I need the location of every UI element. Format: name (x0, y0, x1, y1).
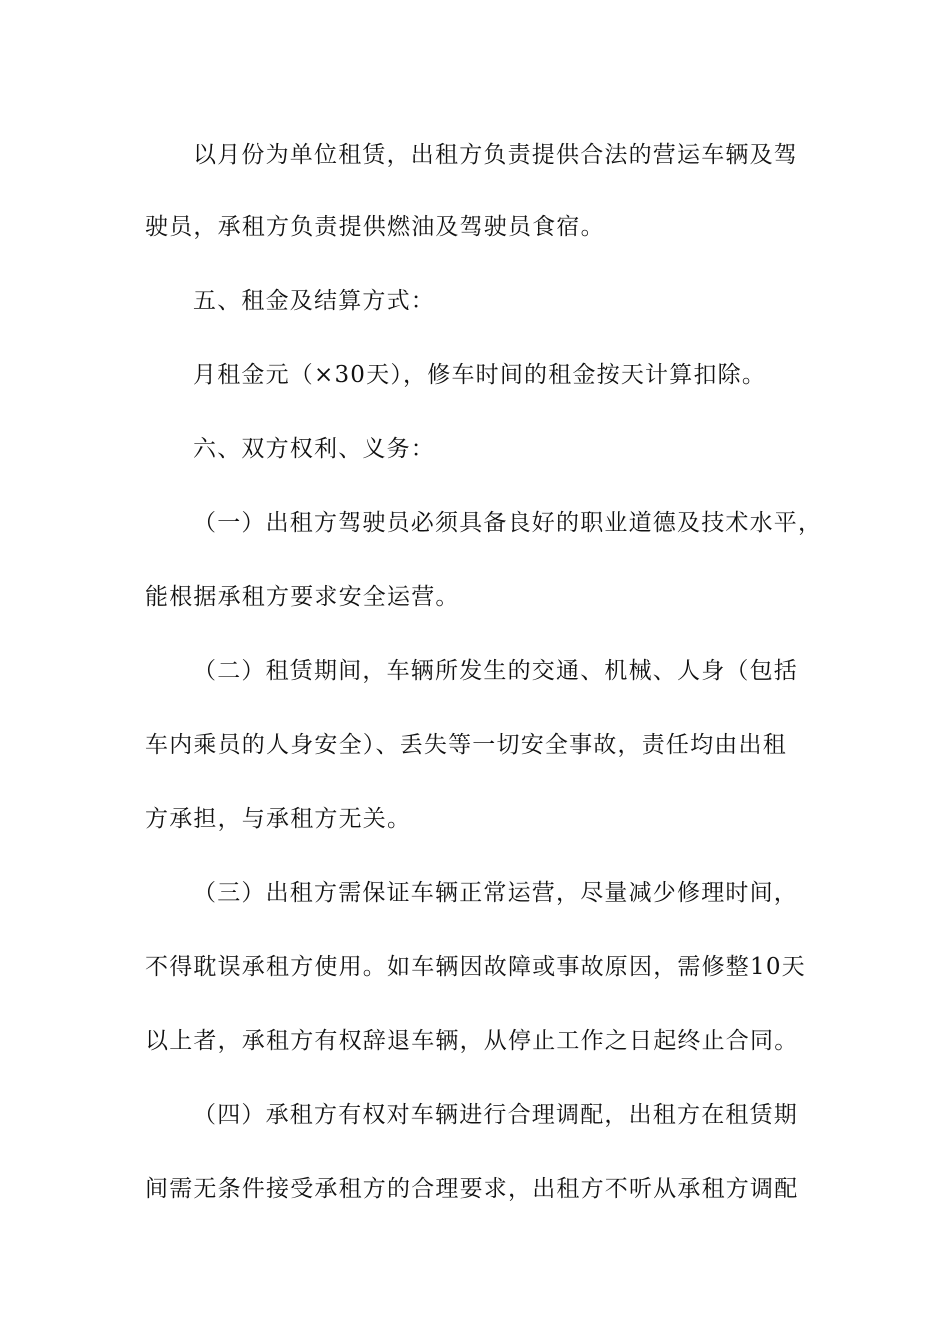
section-heading: 五、租金及结算方式： (193, 288, 435, 314)
paragraph-line: 以上者，承租方有权辞退车辆，从停止工作之日起终止合同。 (145, 1028, 799, 1054)
section-heading: 六、双方权利、义务： (193, 436, 435, 462)
paragraph-line: 车内乘员的人身安全）、丢失等一切安全事故，责任均由出租 (145, 732, 787, 758)
paragraph-line: 方承担，与承租方无关。 (145, 806, 412, 832)
paragraph-line: 间需无条件接受承租方的合理要求，出租方不听从承租方调配 (145, 1176, 799, 1202)
paragraph-line: 不得耽误承租方使用。如车辆因故障或事故原因，需修整10天 (145, 954, 806, 980)
paragraph-line: （四）承租方有权对车辆进行合理调配，出租方在租赁期 (193, 1102, 798, 1128)
paragraph-line: 以月份为单位租赁，出租方负责提供合法的营运车辆及驾 (193, 142, 798, 168)
paragraph-line: 能根据承租方要求安全运营。 (145, 584, 460, 610)
paragraph-line: （一）出租方驾驶员必须具备良好的职业道德及技术水平， (193, 510, 823, 536)
paragraph-line: （三）出租方需保证车辆正常运营，尽量减少修理时间， (193, 880, 798, 906)
paragraph-line: 月租金元（×30天），修车时间的租金按天计算扣除。 (193, 362, 767, 388)
paragraph-line: 驶员，承租方负责提供燃油及驾驶员食宿。 (145, 214, 605, 240)
paragraph-line: （二）租赁期间，车辆所发生的交通、机械、人身（包括 (193, 658, 798, 684)
